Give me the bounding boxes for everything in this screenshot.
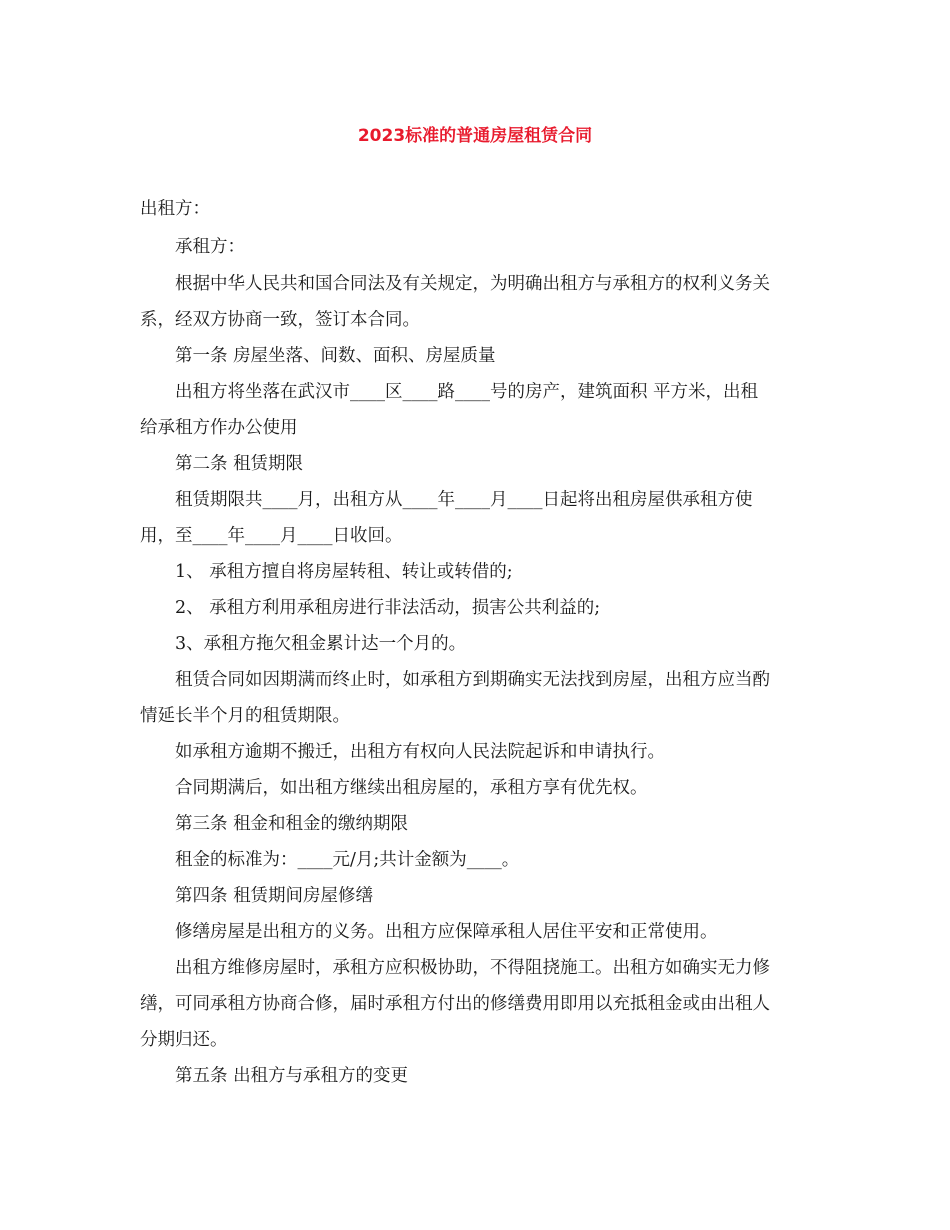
paragraph-line: 租赁期限共____月，出租方从____年____月____日起将出租房屋供承租方使 <box>175 490 753 510</box>
list-item: 3、承租方拖欠租金累计达一个月的。 <box>175 634 467 654</box>
paragraph-line: 根据中华人民共和国合同法及有关规定，为明确出租方与承租方的权利义务关 <box>175 274 770 294</box>
paragraph-line: 系，经双方协商一致，签订本合同。 <box>140 310 420 330</box>
paragraph-line: 租赁合同如因期满而终止时，如承租方到期确实无法找到房屋，出租方应当酌 <box>175 670 770 690</box>
paragraph-line: 缮，可同承租方协商合修，届时承租方付出的修缮费用即用以充抵租金或由出租人 <box>140 994 770 1014</box>
article-heading: 第四条 租赁期间房屋修缮 <box>175 886 374 906</box>
paragraph-line: 合同期满后，如出租方继续出租房屋的，承租方享有优先权。 <box>175 778 648 798</box>
article-heading: 第二条 租赁期限 <box>175 454 304 474</box>
paragraph-line: 修缮房屋是出租方的义务。出租方应保障承租人居住平安和正常使用。 <box>175 922 718 942</box>
article-heading: 第五条 出租方与承租方的变更 <box>175 1066 409 1086</box>
paragraph-line: 出租方将坐落在武汉市____区____路____号的房产，建筑面积 平方米，出租 <box>175 382 759 402</box>
list-item: 2、 承租方利用承租房进行非法活动，损害公共利益的; <box>175 598 601 618</box>
list-item: 1、 承租方擅自将房屋转租、转让或转借的; <box>175 562 513 582</box>
paragraph-line: 分期归还。 <box>140 1030 228 1050</box>
document-title: 2023标准的普通房屋租赁合同 <box>357 126 593 146</box>
lessee-line: 承租方： <box>175 237 245 257</box>
paragraph-line: 给承租方作办公使用 <box>140 418 298 438</box>
lessor-line: 出租方： <box>140 199 210 219</box>
paragraph-line: 情延长半个月的租赁期限。 <box>140 706 350 726</box>
paragraph-line: 租金的标准为：____元/月;共计金额为____。 <box>175 850 520 870</box>
paragraph-line: 如承租方逾期不搬迁，出租方有权向人民法院起诉和申请执行。 <box>175 742 665 762</box>
article-heading: 第一条 房屋坐落、间数、面积、房屋质量 <box>175 346 496 366</box>
paragraph-line: 用，至____年____月____日收回。 <box>140 526 403 546</box>
article-heading: 第三条 租金和租金的缴纳期限 <box>175 814 409 834</box>
paragraph-line: 出租方维修房屋时，承租方应积极协助，不得阻挠施工。出租方如确实无力修 <box>175 958 770 978</box>
